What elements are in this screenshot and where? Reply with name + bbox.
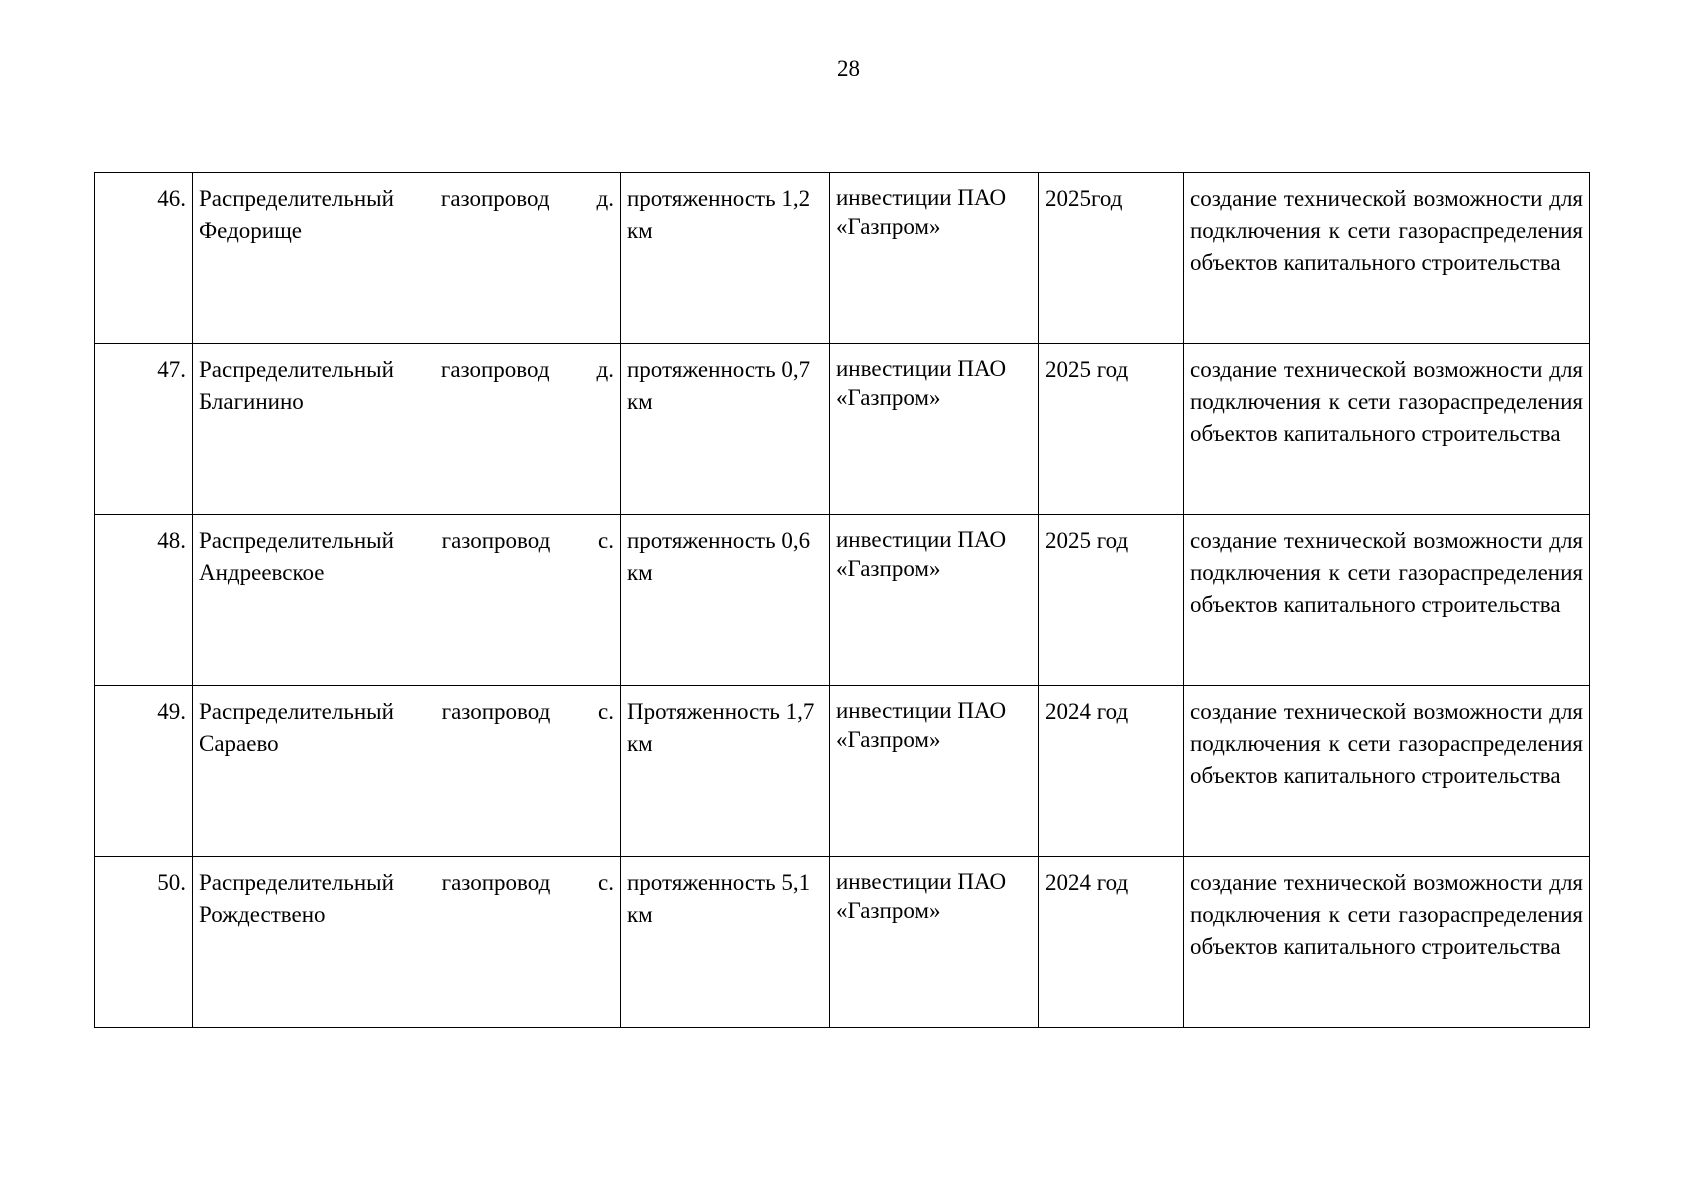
object-purpose: создание технической возможности для подключения к сети газораспределения объектов капитального строительства xyxy=(1190,870,1583,959)
row-number-cell xyxy=(95,857,193,1028)
year-cell xyxy=(1039,173,1184,344)
length-cell xyxy=(621,515,830,686)
finance-source-cell xyxy=(830,344,1039,515)
object-name-cell xyxy=(193,344,621,515)
object-name: Распределительный газопровод с. Рождествено xyxy=(199,870,614,927)
object-length: протяженность 1,2 км xyxy=(627,186,811,243)
implementation-year: 2024 год xyxy=(1045,870,1129,895)
table-row xyxy=(95,173,1590,344)
length-cell xyxy=(621,344,830,515)
table-row xyxy=(95,344,1590,515)
object-name-cell xyxy=(193,857,621,1028)
table-row xyxy=(95,857,1590,1028)
purpose-cell xyxy=(1184,857,1590,1028)
purpose-cell xyxy=(1184,344,1590,515)
finance-source-cell xyxy=(830,515,1039,686)
finance-source: инвестиции ПАО «Газпром» xyxy=(836,185,1007,239)
object-name-cell xyxy=(193,515,621,686)
object-length: протяженность 5,1 км xyxy=(627,870,811,927)
object-name-cell xyxy=(193,686,621,857)
object-length: протяженность 0,6 км xyxy=(627,528,811,585)
implementation-year: 2025 год xyxy=(1045,357,1129,382)
page-number: 28 xyxy=(837,56,860,81)
object-length: Протяженность 1,7 км xyxy=(627,699,815,756)
year-cell xyxy=(1039,515,1184,686)
finance-source: инвестиции ПАО «Газпром» xyxy=(836,527,1007,581)
finance-source-cell xyxy=(830,686,1039,857)
table-row xyxy=(95,515,1590,686)
length-cell xyxy=(621,857,830,1028)
purpose-cell xyxy=(1184,686,1590,857)
year-cell xyxy=(1039,344,1184,515)
object-name: Распределительный газопровод д. Благинино xyxy=(199,357,614,414)
object-purpose: создание технической возможности для подключения к сети газораспределения объектов капитального строительства xyxy=(1190,699,1583,788)
row-number: 46. xyxy=(157,186,186,211)
row-number-cell xyxy=(95,173,193,344)
gas-pipeline-table xyxy=(94,172,1590,1028)
object-purpose: создание технической возможности для подключения к сети газораспределения объектов капитального строительства xyxy=(1190,186,1583,275)
object-name: Распределительный газопровод д. Федорище xyxy=(199,186,614,243)
finance-source-cell xyxy=(830,173,1039,344)
length-cell xyxy=(621,686,830,857)
object-name-cell xyxy=(193,173,621,344)
finance-source: инвестиции ПАО «Газпром» xyxy=(836,869,1007,923)
implementation-year: 2025 год xyxy=(1045,528,1129,553)
finance-source: инвестиции ПАО «Газпром» xyxy=(836,698,1007,752)
purpose-cell xyxy=(1184,173,1590,344)
object-name: Распределительный газопровод с. Андреевское xyxy=(199,528,614,585)
year-cell xyxy=(1039,686,1184,857)
object-purpose: создание технической возможности для подключения к сети газораспределения объектов капитального строительства xyxy=(1190,528,1583,617)
object-purpose: создание технической возможности для подключения к сети газораспределения объектов капитального строительства xyxy=(1190,357,1583,446)
row-number: 47. xyxy=(157,357,186,382)
object-name: Распределительный газопровод с. Сараево xyxy=(199,699,614,756)
object-length: протяженность 0,7 км xyxy=(627,357,811,414)
finance-source-cell xyxy=(830,857,1039,1028)
row-number: 49. xyxy=(157,699,186,724)
table-row xyxy=(95,686,1590,857)
length-cell xyxy=(621,173,830,344)
row-number-cell xyxy=(95,686,193,857)
row-number-cell xyxy=(95,515,193,686)
row-number: 50. xyxy=(157,870,186,895)
purpose-cell xyxy=(1184,515,1590,686)
year-cell xyxy=(1039,857,1184,1028)
row-number-cell xyxy=(95,344,193,515)
implementation-year: 2024 год xyxy=(1045,699,1129,724)
row-number: 48. xyxy=(157,528,186,553)
finance-source: инвестиции ПАО «Газпром» xyxy=(836,356,1007,410)
implementation-year: 2025год xyxy=(1045,186,1123,211)
